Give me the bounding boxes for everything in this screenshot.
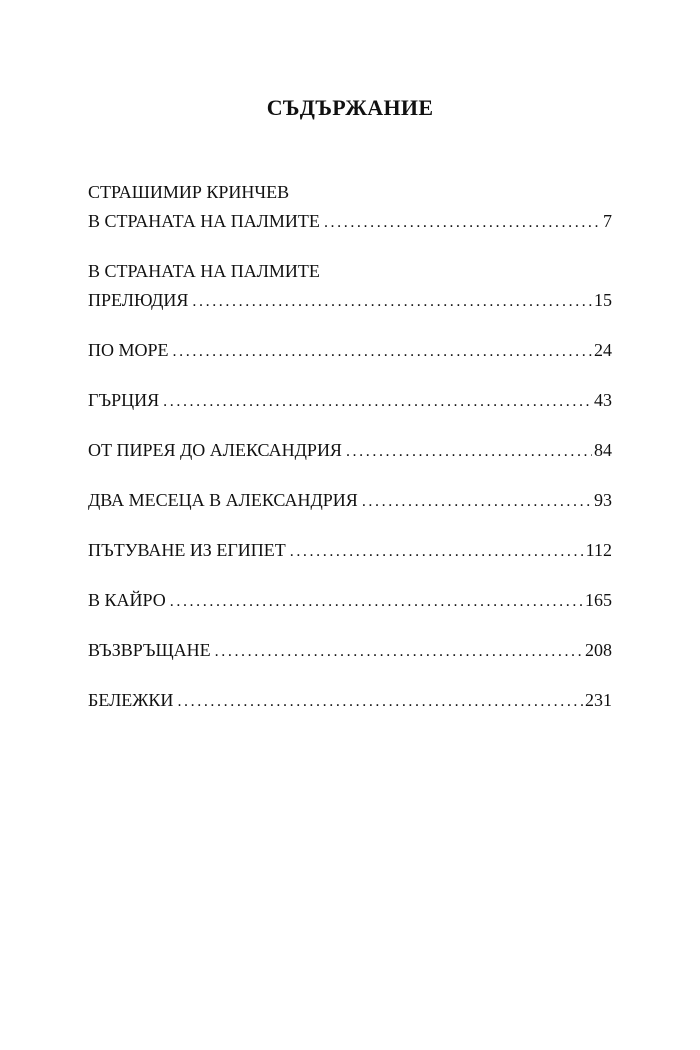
toc-entry-title: ПЪТУВАНЕ ИЗ ЕГИПЕТ: [88, 540, 286, 560]
toc-entry[interactable]: [88, 386, 612, 416]
toc-entry-title: БЕЛЕЖКИ: [88, 690, 174, 710]
toc-entry-title: СТРАШИМИР КРИНЧЕВ: [88, 182, 290, 202]
dot-leader: [346, 437, 592, 466]
dot-leader: [170, 587, 583, 616]
table-of-contents: [88, 178, 612, 716]
dot-leader: [192, 287, 592, 316]
toc-page-number: 24: [594, 340, 612, 360]
dot-leader: [362, 487, 592, 516]
dot-leader: [173, 337, 592, 366]
dot-leader: [163, 387, 592, 416]
dot-leader: [215, 637, 583, 666]
dot-leader: [177, 687, 583, 716]
toc-entry-title: ВЪЗВРЪЩАНЕ: [88, 640, 211, 660]
toc-entry-title: В КАЙРО: [88, 590, 166, 610]
toc-entry[interactable]: [88, 686, 612, 716]
toc-page-number: 15: [594, 290, 612, 310]
toc-entry-title-line: [88, 178, 612, 207]
toc-entry-title: ПРЕЛЮДИЯ: [88, 290, 189, 310]
toc-entry-title-line: [88, 536, 612, 566]
toc-entry-title-line: [88, 336, 612, 366]
toc-entry-title: ДВА МЕСЕЦА В АЛЕКСАНДРИЯ: [88, 490, 358, 510]
toc-entry-title-line: [88, 586, 612, 616]
toc-entry-title-line: [88, 257, 612, 286]
toc-entry-title: В СТРАНАТА НА ПАЛМИТЕ: [88, 261, 320, 281]
dot-leader: [324, 208, 601, 237]
toc-entry-title: ОТ ПИРЕЯ ДО АЛЕКСАНДРИЯ: [88, 440, 342, 460]
toc-entry-title-line: [88, 436, 612, 466]
toc-entry-title: ГЪРЦИЯ: [88, 390, 160, 410]
toc-page-number: 7: [603, 211, 612, 231]
toc-entry-title-line: [88, 486, 612, 516]
toc-entry[interactable]: [88, 586, 612, 616]
toc-entry[interactable]: [88, 536, 612, 566]
toc-entry[interactable]: [88, 178, 612, 237]
toc-page-number: 208: [585, 640, 612, 660]
toc-entry-title: ПО МОРЕ: [88, 340, 169, 360]
toc-entry[interactable]: [88, 436, 612, 466]
toc-entry-title-line: [88, 286, 612, 316]
toc-page-number: 93: [594, 490, 612, 510]
toc-entry-title-line: [88, 636, 612, 666]
toc-entry-title: В СТРАНАТА НА ПАЛМИТЕ: [88, 211, 320, 231]
dot-leader: [290, 537, 584, 566]
toc-entry[interactable]: [88, 486, 612, 516]
toc-page-number: 84: [594, 440, 612, 460]
toc-entry[interactable]: [88, 336, 612, 366]
toc-entry[interactable]: [88, 257, 612, 316]
toc-page-number: 43: [594, 390, 612, 410]
toc-entry-title-line: [88, 207, 612, 237]
toc-entry-title-line: [88, 686, 612, 716]
toc-entry[interactable]: [88, 636, 612, 666]
toc-page-number: 165: [585, 590, 612, 610]
toc-page-number: 112: [585, 540, 612, 560]
page-title: СЪДЪРЖАНИЕ: [266, 95, 434, 120]
toc-entry-title-line: [88, 386, 612, 416]
toc-page-number: 231: [585, 690, 612, 710]
